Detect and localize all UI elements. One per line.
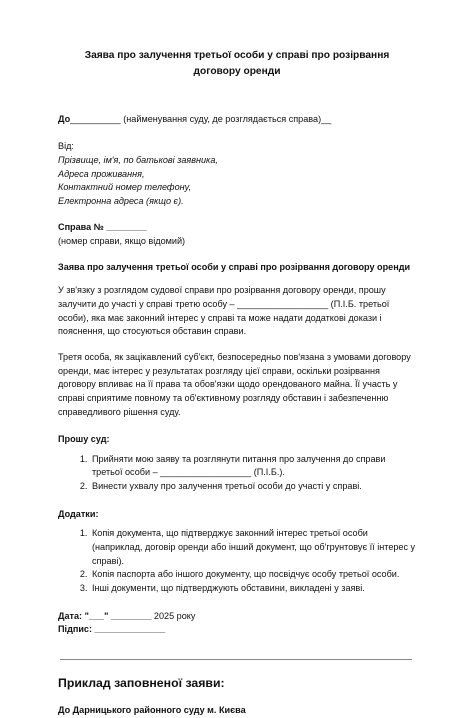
application-subtitle: Заява про залучення третьої особи у справі про розірвання договору оренди <box>58 261 411 272</box>
attachment-item: 1. Копія документа, що підтверджує законний інтерес третьої особи (наприклад, договір оренди або інший документ, що об'грунтовує її інтерес у справі). <box>90 527 416 568</box>
sender-name-line: Прізвище, ім'я, по батькові заявника, <box>58 154 218 165</box>
attachments-list <box>58 527 416 595</box>
body-paragraph-2: Третя особа, як зацікавлений суб'єкт, безпосередньо пов'язана з умовами договору оренди, має інтерес у результатах розгляду цієї справи, оскільки розірвання договору впливає на її права та обов'язки щодо орендованого майна. Її участь у справі сприятиме повному та об'єктивному розгляду обставин і забезпеченню справедливого рішення суду. <box>58 351 411 417</box>
request-list <box>58 453 416 494</box>
case-number-note: (номер справи, якщо відомий) <box>58 236 186 247</box>
sender-block <box>58 140 416 208</box>
date-label: Дата: "___" ________ <box>58 610 152 621</box>
attachment-item: 2. Копія паспорта або іншого документу, що посвідчує особу третьої особи. <box>90 568 416 582</box>
addressee-line <box>58 113 416 127</box>
example-court: До Дарницького районного суду м. Києва <box>58 705 246 716</box>
document-title: Заява про залучення третьої особи у справі про розірвання договору оренди <box>84 50 390 77</box>
case-block <box>58 221 416 248</box>
addressee-label: До <box>58 113 71 124</box>
sender-email-line: Електронна адреса (якщо є). <box>58 195 184 206</box>
addressee-court: __________ (найменування суду, де розглядається справа)__ <box>70 113 332 124</box>
request-heading: Прошу суд: <box>58 434 110 445</box>
request-item: 1. Прийняти мою заяву та розглянути питання про залучення до справи третьої особи – __________________ (П.І.Б.). <box>90 453 416 480</box>
sender-label: Від: <box>58 141 74 152</box>
section-divider <box>60 659 412 660</box>
date-line <box>58 610 416 624</box>
sender-address-line: Адреса проживання, <box>58 168 145 179</box>
sender-phone-line: Контактний номер телефону, <box>58 182 192 193</box>
date-year: 2025 року <box>151 610 196 621</box>
request-item: 2. Винести ухвалу про залучення третьої особи до участі у справі. <box>90 480 416 494</box>
attachments-heading: Додатки: <box>58 508 99 519</box>
example-heading: Приклад заповненої заяви: <box>58 675 225 690</box>
body-paragraph-1: У зв'язку з розглядом судової справи про розірвання договору оренди, прошу залучити до участі у справі третю особу – __________________ (П.І.Б. третьої особи), яка має законний інтерес у справі та може надати додаткові докази і пояснення, що стосуються обставин справи. <box>58 285 390 337</box>
case-number: Справа № ________ <box>58 222 147 233</box>
attachment-item: 3. Інші документи, що підтверджують обставини, викладені у заяві. <box>90 582 416 596</box>
signature-line: Підпис: ______________ <box>58 624 166 635</box>
